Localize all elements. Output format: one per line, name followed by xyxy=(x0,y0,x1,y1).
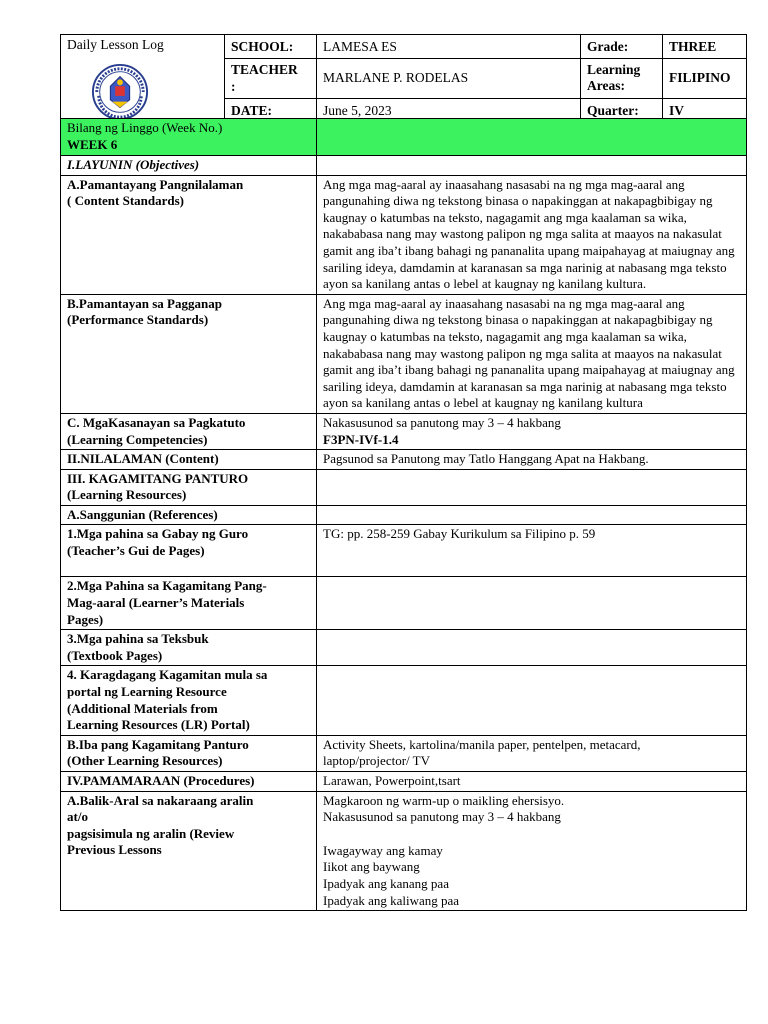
review-text: Magkaroon ng warm-up o maikling ehersisyo. Nakasusunod sa panutong may 3 – 4 hakbang xyxy=(323,792,565,825)
review-label: A.Balik-Aral sa nakaraang aralin at/o pagsisimula ng aralin (Review Previous Lessons xyxy=(61,791,317,911)
logo-cell xyxy=(61,35,225,124)
review-step: Iwagayway ang kamay xyxy=(323,842,443,858)
review-step: Ipadyak ang kaliwang paa xyxy=(323,892,460,908)
teachers-guide-label: 1.Mga pahina sa Gabay ng Guro (Teacher’s Gui de Pages) xyxy=(61,525,317,577)
content-text: Pagsunod sa Panutong may Tatlo Hanggang Apat na Hakbang. xyxy=(317,450,747,470)
school-value: LAMESA ES xyxy=(317,35,581,59)
objectives-heading: I.LAYUNIN (Objectives) xyxy=(61,156,317,176)
teacher-value: MARLANE P. RODELAS xyxy=(317,59,581,98)
learners-materials-empty-cell xyxy=(317,577,747,630)
review-spacer xyxy=(323,826,740,843)
grade-label: Grade: xyxy=(581,35,663,59)
learning-resources-empty-cell xyxy=(317,469,747,505)
learning-resources-label: III. KAGAMITANG PANTURO (Learning Resources) xyxy=(61,469,317,505)
week-value: WEEK 6 xyxy=(67,136,118,152)
additional-materials-empty-cell xyxy=(317,666,747,735)
week-cell xyxy=(61,119,317,156)
grade-value: THREE xyxy=(663,35,747,59)
competencies-label: C. MgaKasanayan sa Pagkatuto (Learning Competencies) xyxy=(61,413,317,449)
references-label: A.Sanggunian (References) xyxy=(61,505,317,525)
procedures-label: IV.PAMAMARAAN (Procedures) xyxy=(61,772,317,792)
competencies-text: Nakasusunod sa panutong may 3 – 4 hakbang xyxy=(323,414,561,430)
deped-seal-icon xyxy=(91,63,149,121)
teachers-guide-text: TG: pp. 258-259 Gabay Kurikulum sa Filipino p. 59 xyxy=(317,525,747,577)
teacher-label: TEACHER : xyxy=(225,59,317,98)
learning-areas-label: Learning Areas: xyxy=(581,59,663,98)
other-resources-label: B.Iba pang Kagamitang Panturo (Other Learning Resources) xyxy=(61,735,317,771)
competencies-code: F3PN-IVf-1.4 xyxy=(323,431,399,447)
performance-standards-label: B.Pamantayan sa Pagganap (Performance Standards) xyxy=(61,294,317,413)
content-standards-label: A.Pamantayang Pangnilalaman ( Content Standards) xyxy=(61,175,317,294)
school-label: SCHOOL: xyxy=(225,35,317,59)
learners-materials-label: 2.Mga Pahina sa Kagamitang Pang- Mag-aaral (Learner’s Materials Pages) xyxy=(61,577,317,630)
learning-areas-value: FILIPINO xyxy=(663,59,747,98)
doc-label: Daily Lesson Log xyxy=(67,37,164,52)
quarter-label: Quarter: xyxy=(581,98,663,123)
date-value: June 5, 2023 xyxy=(317,98,581,123)
other-resources-text: Activity Sheets, kartolina/manila paper, pentelpen, metacard, laptop/projector/ TV xyxy=(317,735,747,771)
week-empty-cell xyxy=(317,119,747,156)
header-table xyxy=(60,34,747,124)
review-cell xyxy=(317,791,747,911)
quarter-value: IV xyxy=(663,98,747,123)
objectives-empty-cell xyxy=(317,156,747,176)
additional-materials-label: 4. Karagdagang Kagamitan mula sa portal ng Learning Resource (Additional Materials from Learning Resources (LR) Portal) xyxy=(61,666,317,735)
review-step: Iikot ang baywang xyxy=(323,859,420,875)
competencies-cell xyxy=(317,413,747,449)
procedures-text: Larawan, Powerpoint,tsart xyxy=(317,772,747,792)
references-empty-cell xyxy=(317,505,747,525)
textbook-empty-cell xyxy=(317,630,747,666)
performance-standards-text: Ang mga mag-aaral ay inaasahang nasasabi na ng mga mag-aaral ang pangunahing diwa ng tekstong binasa o napakinggan at nakapagbibigay ng kaugnay o katumbas na teksto, nagagamit ang mga kaalaman sa wika, nakababasa nang may wastong palipon ng mga salita at maayos na nakasulat gamit ang iba’t ibang bahagi ng pananalita upang maipahayag at maiugnay ang sariling ideya, damdamin at karanasan sa mga narinig at nabasang mga teksto ayon sa kanilang antas o lebel at kaugnay ng kanilang kultura xyxy=(317,294,747,413)
textbook-label: 3.Mga pahina sa Teksbuk (Textbook Pages) xyxy=(61,630,317,666)
week-label: Bilang ng Linggo (Week No.) xyxy=(67,120,223,135)
content-label: II.NILALAMAN (Content) xyxy=(61,450,317,470)
lesson-table xyxy=(60,118,747,911)
content-standards-text: Ang mga mag-aaral ay inaasahang nasasabi na ng mga mag-aaral ang pangunahing diwa ng tekstong binasa o napakinggan at nakapagbibigay ng kaugnay o katumbas na teksto, nagagamit ang mga kaalaman sa wika, nakababasa nang may wastong palipon ng mga salita at maayos na nakasulat gamit ang iba’t ibang bahagi ng pananalita upang maipahayag at maiugnay ang sariling ideya, damdamin at karanasan sa mga narinig at nabasang mga teksto ayon sa kanilang antas o lebel at kaugnay ng kanilang kultura. xyxy=(317,175,747,294)
date-label: DATE: xyxy=(225,98,317,123)
review-step: Ipadyak ang kanang paa xyxy=(323,875,449,891)
